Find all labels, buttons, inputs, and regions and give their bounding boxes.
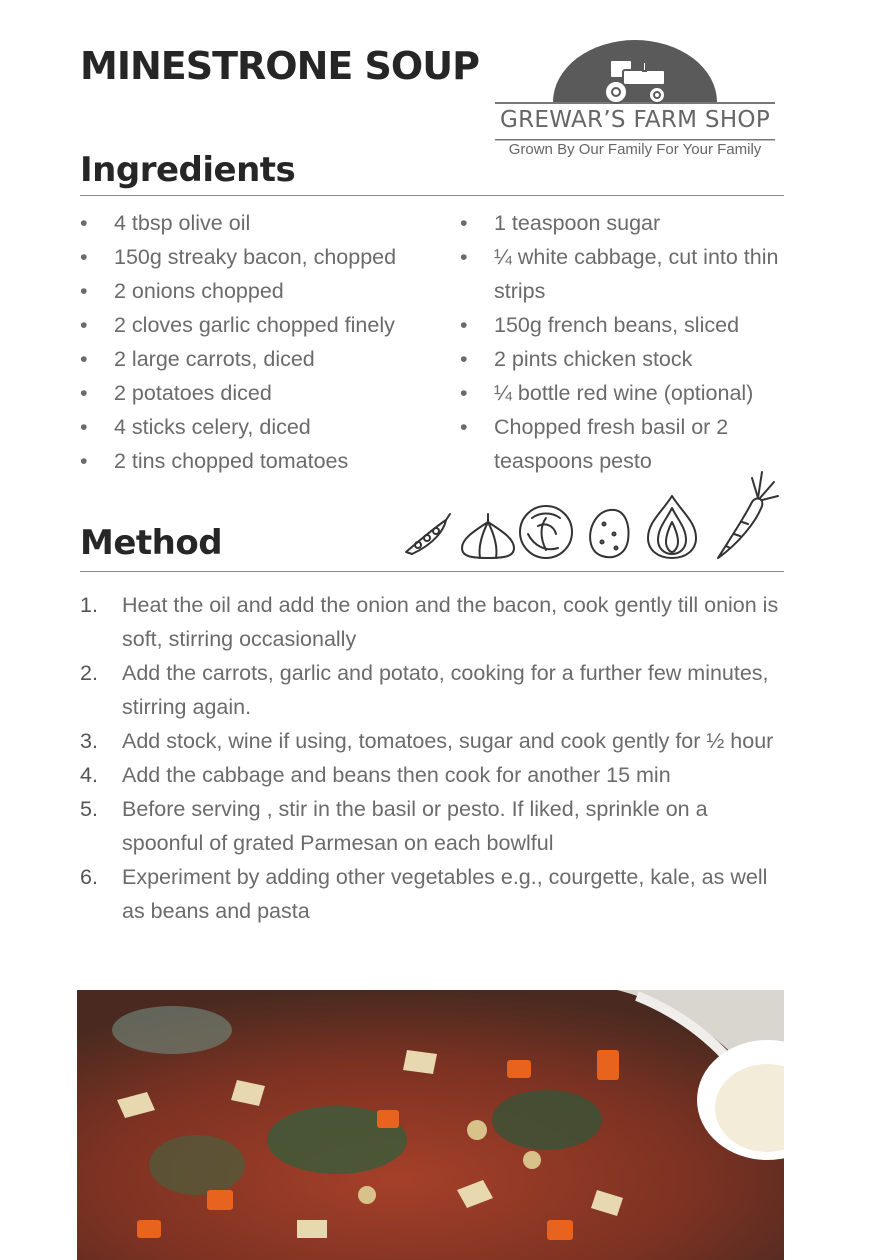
vegetable-icons — [400, 468, 790, 562]
farm-shop-logo — [495, 40, 775, 162]
step-number: 3. — [80, 729, 98, 753]
step-text: Heat the oil and add the onion and the bacon, cook gently till onion is soft, stirring occasionally — [122, 593, 779, 651]
method-step — [80, 724, 780, 758]
method-step — [80, 588, 780, 656]
pea-pod-icon — [406, 514, 450, 554]
ingredient-item: • 150g french beans, sliced — [460, 308, 780, 342]
method-step — [80, 792, 780, 860]
ingredients-list-right — [460, 206, 780, 478]
step-number: 5. — [80, 797, 98, 821]
logo-name: GREWAR’S FARM SHOP — [499, 107, 770, 133]
step-text: Experiment by adding other vegetables e.g., courgette, kale, as well as beans and pasta — [122, 865, 768, 923]
ingredient-item: • 4 tbsp olive oil — [80, 206, 450, 240]
step-number: 1. — [80, 593, 98, 617]
step-text: Before serving , stir in the basil or pesto. If liked, sprinkle on a spoonful of grated Parmesan on each bowlful — [122, 797, 708, 855]
step-number: 2. — [80, 661, 98, 685]
ingredient-item: • 2 large carrots, diced — [80, 342, 450, 376]
step-number: 6. — [80, 865, 98, 889]
carrot-icon — [718, 472, 778, 558]
step-text: Add stock, wine if using, tomatoes, sugar and cook gently for ½ hour — [122, 729, 774, 753]
ingredients-list-left — [80, 206, 450, 478]
ingredient-item: • 2 potatoes diced — [80, 376, 450, 410]
step-number: 4. — [80, 763, 98, 787]
ingredient-item: • 2 cloves garlic chopped finely — [80, 308, 450, 342]
ingredient-item: • 2 onions chopped — [80, 274, 450, 308]
onion-icon — [648, 496, 696, 558]
ingredient-item: • 2 pints chicken stock — [460, 342, 780, 376]
potato-icon — [590, 510, 628, 557]
ingredient-item: • Chopped fresh basil or 2 teaspoons pesto — [460, 410, 780, 478]
ingredient-item: • 2 tins chopped tomatoes — [80, 444, 450, 478]
method-step — [80, 758, 780, 792]
cabbage-icon — [520, 506, 572, 558]
step-text: Add the cabbage and beans then cook for another 15 min — [122, 763, 671, 787]
method-steps — [80, 588, 780, 928]
ingredient-item: • 150g streaky bacon, chopped — [80, 240, 450, 274]
logo-tagline: Grown By Our Family For Your Family — [508, 141, 762, 158]
ingredient-item: • 4 sticks celery, diced — [80, 410, 450, 444]
method-divider — [80, 571, 784, 572]
ingredient-item: • ¼ bottle red wine (optional) — [460, 376, 780, 410]
ingredient-item: • ¼ white cabbage, cut into thin strips — [460, 240, 780, 308]
ingredient-item: • 1 teaspoon sugar — [460, 206, 780, 240]
garlic-icon — [462, 514, 514, 558]
soup-photo — [77, 990, 784, 1260]
ingredients-divider — [80, 195, 784, 196]
recipe-title: MINESTRONE SOUP — [80, 44, 479, 88]
method-heading: Method — [80, 523, 223, 563]
method-step — [80, 656, 780, 724]
method-step — [80, 860, 780, 928]
ingredients-heading: Ingredients — [80, 150, 296, 190]
step-text: Add the carrots, garlic and potato, cooking for a further few minutes, stirring again. — [122, 661, 769, 719]
